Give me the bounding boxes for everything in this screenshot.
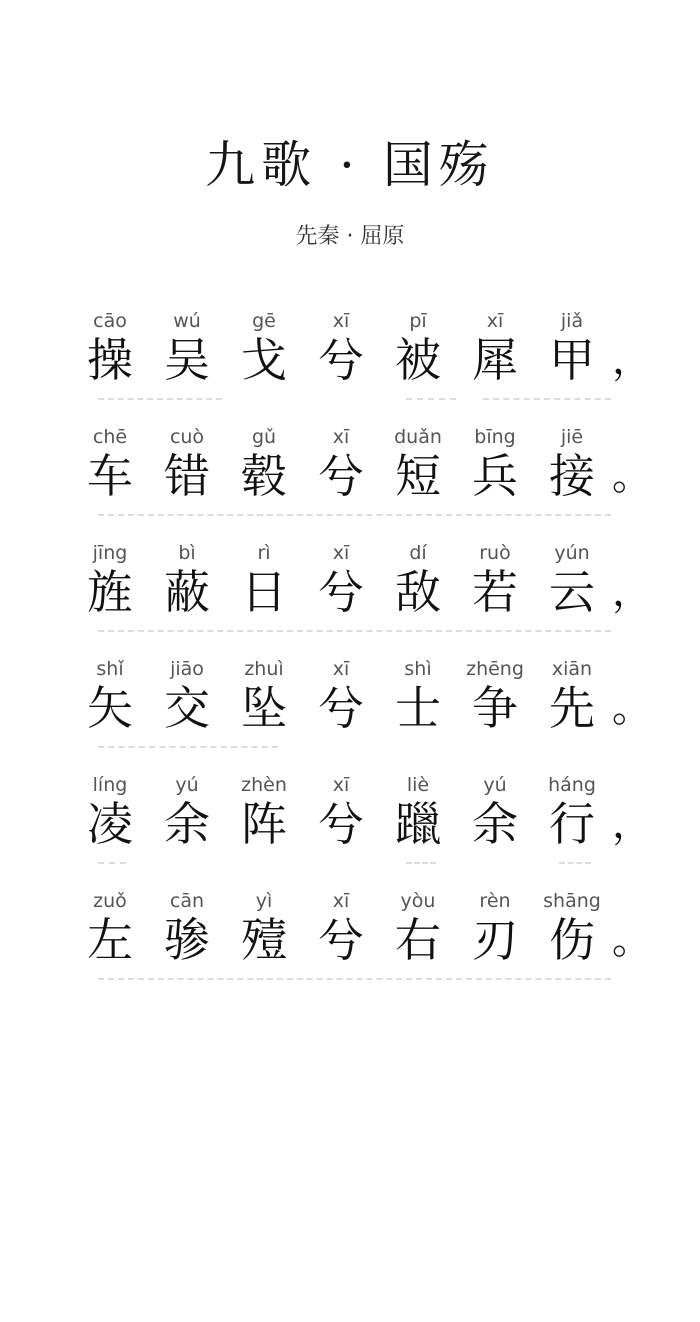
- pinyin: xiān: [551, 658, 593, 680]
- pinyin: shì: [404, 658, 432, 680]
- char-cell: [226, 658, 302, 758]
- hanzi: 兮: [318, 565, 364, 619]
- char-cell: [457, 890, 533, 990]
- hanzi: 车: [87, 449, 133, 503]
- char-cell: [380, 658, 456, 758]
- pinyin: xī: [332, 658, 350, 680]
- pinyin: cān: [169, 890, 205, 912]
- char-cell: [149, 542, 225, 642]
- hanzi: 兮: [318, 797, 364, 851]
- hanzi: 兮: [318, 333, 364, 387]
- char-cell: [457, 310, 533, 410]
- dashed-underline: [406, 398, 456, 400]
- char-cell: [149, 426, 225, 526]
- char-cell: [72, 890, 148, 990]
- hanzi: 交: [164, 681, 210, 735]
- pinyin: zhēng: [466, 658, 524, 680]
- pinyin: shǐ: [96, 658, 124, 680]
- pinyin: shāng: [543, 890, 601, 912]
- char-cell: [226, 774, 302, 874]
- char-cell: [303, 774, 379, 874]
- hanzi: 伤: [549, 913, 595, 967]
- pinyin: xī: [332, 310, 350, 332]
- poem-title: 九歌 · 国殇: [205, 136, 495, 194]
- punctuation: 。: [612, 453, 652, 499]
- pinyin: rì: [257, 542, 271, 564]
- punctuation: 。: [612, 917, 652, 963]
- hanzi: 凌: [87, 797, 133, 851]
- char-cell: [534, 774, 610, 874]
- poem-line: [72, 890, 692, 990]
- pinyin: liè: [406, 774, 430, 796]
- hanzi: 行: [549, 797, 595, 851]
- hanzi: 蔽: [164, 565, 210, 619]
- pinyin: háng: [548, 774, 596, 796]
- hanzi: 被: [395, 333, 441, 387]
- hanzi: 错: [164, 449, 210, 503]
- hanzi: 余: [164, 797, 210, 851]
- dashed-underline: [406, 862, 436, 864]
- char-cell: [149, 774, 225, 874]
- char-cell: [226, 542, 302, 642]
- hanzi: 坠: [241, 681, 287, 735]
- pinyin: gǔ: [251, 426, 277, 448]
- pinyin: zhuì: [244, 658, 284, 680]
- punctuation: ，: [612, 569, 652, 615]
- hanzi: 兮: [318, 913, 364, 967]
- pinyin: yú: [483, 774, 507, 796]
- char-cell: [380, 774, 456, 874]
- hanzi: 躐: [395, 797, 441, 851]
- char-cell: [72, 426, 148, 526]
- dashed-underline: [98, 630, 611, 632]
- pinyin: chē: [92, 426, 128, 448]
- pinyin: xī: [486, 310, 504, 332]
- pinyin: ruò: [479, 542, 511, 564]
- pinyin: pī: [409, 310, 427, 332]
- pinyin: yú: [175, 774, 199, 796]
- hanzi: 刃: [472, 913, 518, 967]
- pinyin: jiē: [560, 426, 584, 448]
- hanzi: 短: [395, 449, 441, 503]
- char-cell: [303, 542, 379, 642]
- poem-author: 先秦 · 屈原: [295, 224, 405, 249]
- pinyin: wú: [173, 310, 201, 332]
- hanzi: 操: [87, 333, 133, 387]
- char-cell: [380, 890, 456, 990]
- poem-line: [72, 542, 692, 642]
- dashed-underline: [98, 978, 611, 980]
- pinyin: yì: [255, 890, 273, 912]
- pinyin: dí: [409, 542, 427, 564]
- char-cell: [149, 890, 225, 990]
- hanzi: 余: [472, 797, 518, 851]
- char-cell: [380, 426, 456, 526]
- pinyin: cāo: [93, 310, 127, 332]
- pinyin: yòu: [400, 890, 436, 912]
- char-cell: [534, 426, 610, 526]
- hanzi: 接: [549, 449, 595, 503]
- pinyin: bì: [178, 542, 196, 564]
- pinyin: zuǒ: [93, 890, 127, 912]
- hanzi: 左: [87, 913, 133, 967]
- char-cell: [534, 542, 610, 642]
- pinyin: cuò: [169, 426, 205, 448]
- hanzi: 兵: [472, 449, 518, 503]
- char-cell: [149, 658, 225, 758]
- dashed-underline: [559, 862, 591, 864]
- pinyin: jīng: [92, 542, 128, 564]
- char-cell: [72, 774, 148, 874]
- hanzi: 若: [472, 565, 518, 619]
- char-cell: [303, 426, 379, 526]
- char-cell: [380, 310, 456, 410]
- hanzi: 云: [549, 565, 595, 619]
- hanzi: 阵: [241, 797, 287, 851]
- poem-line: [72, 310, 692, 410]
- poem-line: [72, 426, 692, 526]
- pinyin: gē: [252, 310, 276, 332]
- dashed-underline: [483, 398, 611, 400]
- punctuation: ，: [612, 337, 652, 383]
- punctuation: 。: [612, 685, 652, 731]
- char-cell: [72, 542, 148, 642]
- char-cell: [226, 310, 302, 410]
- pinyin: duǎn: [394, 426, 442, 448]
- pinyin: xī: [332, 890, 350, 912]
- dashed-underline: [98, 398, 222, 400]
- hanzi: 兮: [318, 681, 364, 735]
- hanzi: 甲: [549, 333, 595, 387]
- char-cell: [149, 310, 225, 410]
- pinyin: xī: [332, 542, 350, 564]
- hanzi: 骖: [164, 913, 210, 967]
- char-cell: [303, 890, 379, 990]
- pinyin: rèn: [479, 890, 511, 912]
- char-cell: [226, 426, 302, 526]
- char-cell: [457, 658, 533, 758]
- char-cell: [457, 774, 533, 874]
- pinyin: jiāo: [170, 658, 204, 680]
- char-cell: [457, 426, 533, 526]
- hanzi: 毂: [241, 449, 287, 503]
- char-cell: [534, 658, 610, 758]
- char-cell: [72, 310, 148, 410]
- hanzi: 戈: [241, 333, 287, 387]
- hanzi: 矢: [87, 681, 133, 735]
- punctuation: ，: [612, 801, 652, 847]
- char-cell: [534, 890, 610, 990]
- pinyin: jiǎ: [560, 310, 584, 332]
- char-cell: [457, 542, 533, 642]
- pinyin: zhèn: [241, 774, 287, 796]
- hanzi: 敌: [395, 565, 441, 619]
- hanzi: 先: [549, 681, 595, 735]
- char-cell: [534, 310, 610, 410]
- char-cell: [226, 890, 302, 990]
- hanzi: 犀: [472, 333, 518, 387]
- pinyin: yún: [554, 542, 590, 564]
- pinyin: líng: [92, 774, 128, 796]
- pinyin: xī: [332, 426, 350, 448]
- char-cell: [72, 658, 148, 758]
- dashed-underline: [98, 514, 611, 516]
- poem-line: [72, 658, 692, 758]
- dashed-underline: [98, 862, 126, 864]
- hanzi: 日: [241, 565, 287, 619]
- hanzi: 右: [395, 913, 441, 967]
- poem-line: [72, 774, 692, 874]
- dashed-underline: [98, 746, 278, 748]
- hanzi: 争: [472, 681, 518, 735]
- hanzi: 兮: [318, 449, 364, 503]
- pinyin: xī: [332, 774, 350, 796]
- pinyin: bīng: [474, 426, 516, 448]
- hanzi: 吴: [164, 333, 210, 387]
- hanzi: 士: [395, 681, 441, 735]
- char-cell: [303, 310, 379, 410]
- hanzi: 殪: [241, 913, 287, 967]
- char-cell: [303, 658, 379, 758]
- char-cell: [380, 542, 456, 642]
- hanzi: 旌: [87, 565, 133, 619]
